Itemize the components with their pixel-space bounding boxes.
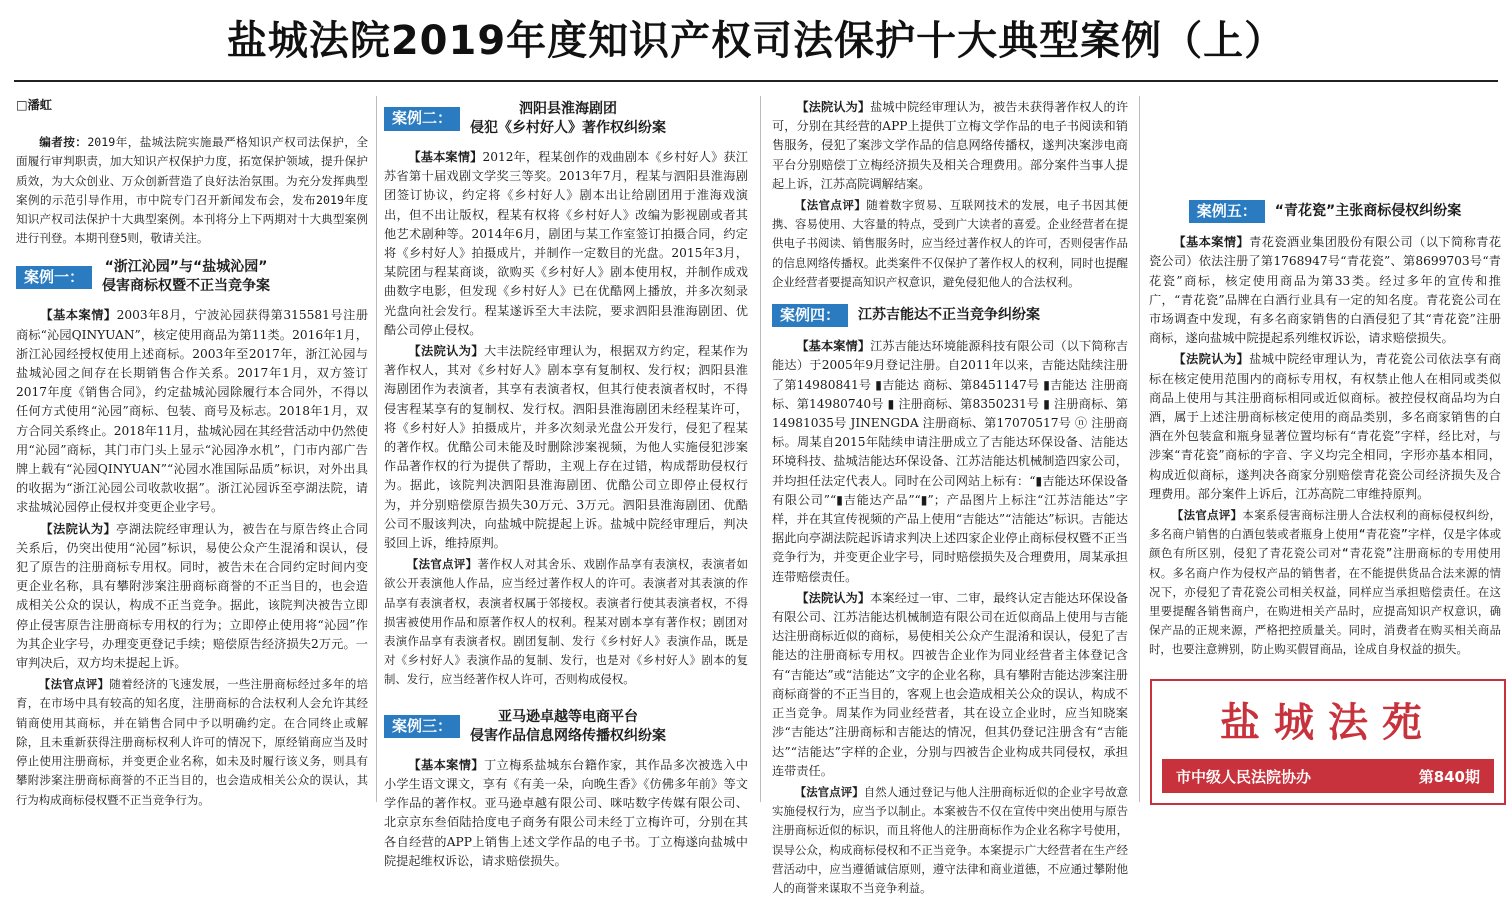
case4-basic: 【基本案情】江苏吉能达环境能源科技有限公司（以下简称吉能达）于2005年9月登记注册。自2011年以来，吉能达陆续注册了第14980841号 ▮吉能达 商标、第8451147号 ▮吉能达 注册商标、第14980740号 ▮ 注册商标、第8350231号 ▮ 注册商标、第14981035号 JINENGDA 注册商标、第17070517号 ⓝ 注册商标。周某自2015年陆续申请注册成立了吉能达环保设备、洁能达环境科技、盐城洁能达环保设备、江苏洁能达机械制造四家公司，并均担任法定代表人。同时在公司网站上标有：“▮吉能达环保设备有限公司”“▮吉能达产品”“▮”；产品图片上标注“江苏洁能达”字样，并在其宣传视频的产品上使用“吉能达”“洁能达”标识。吉能达据此向亭湖法院起诉请求判决上述四家企业停止商标侵权暨不正当竞争行为，并变更企业字号，同时赔偿损失及合理费用，周某承担连带赔偿责任。	[772, 339, 1129, 584]
column-masthead	[1150, 679, 1506, 805]
editor-note-text: 2019年，盐城法院实施最严格知识产权司法保护，全面履行审判职责，加大知识产权保护力度，拓宽保护领域，提升保护质效，为大众创业、万众创新营造了良好法治氛围。为充分发挥典型案例的示范引导作用，市中院专门召开新闻发布会，发布2019年度知识产权司法保护十大典型案例。本刊将分上下两期对十大典型案例进行刊登。本期刊登5则，敬请关注。	[16, 135, 368, 246]
column-2	[384, 96, 749, 868]
headline-rule	[14, 80, 1498, 82]
case1-judge: 【法官点评】随着经济的飞速发展，一些注册商标经过多年的培育，在市场中具有较高的知名度，注册商标的合法权利人会允许其经销商使用其商标，并在销售合同中予以明确约定。在合同终止或解除，且未重新获得注册商标权利人许可的情况下，原经销商应当及时停止使用注册商标，并变更企业名称，如未及时履行该义务，则具有攀附涉案注册商标商誉的不正当目的，也会造成相关公众的误认，其行为构成商标侵权暨不正当竞争行为。	[16, 677, 368, 807]
editor-note	[16, 133, 368, 248]
case5-basic: 【基本案情】青花瓷酒业集团股份有限公司（以下简称青花瓷公司）依法注册了第1768947号“青花瓷”、第8699703号“青花瓷”商标，核定使用商品为第33类。经过多年的宣传和推广，“青花瓷”品牌在白酒行业具有一定的知名度。青花瓷公司在市场调查中发现，有多名商家销售的白酒侵犯了其“青花瓷”注册商标，遂向盐城中院提起系列维权诉讼，请求赔偿损失。	[1149, 235, 1502, 346]
case5-judge: 【法官点评】本案系侵害商标注册人合法权利的商标侵权纠纷，多名商户销售的白酒包装或者瓶身上使用“青花瓷”字样，仅是字体或颜色有所区别，侵犯了青花瓷公司对“青花瓷”注册商标的专用使用权。多名商户作为侵权产品的销售者，在不能提供货品合法来源的情况下，亦侵犯了青花瓷公司相关权益，同样应当承担赔偿责任。在这里要提醒各销售商户，在购进相关产品时，应提高知识产权意识，确保产品的正规来源，严格把控质量关。同时，消费者在购买相关商品时，也要注意辨别，防止购买假冒商品，诠成自身权益的损失。	[1149, 508, 1501, 657]
case3-court: 【法院认为】盐城中院经审理认为，被告未获得著作权人的许可，分别在其经营的APP上提供丁立梅文学作品的电子书阅读和销售服务，侵犯了案涉文学作品的信息网络传播权，遂判决案涉电商平台分别赔偿丁立梅经济损失及相关合理费用。部分案件当事人提起上诉，江苏高院调解结案。	[772, 100, 1129, 191]
case2-title: 泗阳县淮海剧团 侵犯《乡村好人》著作权纠纷案	[470, 101, 667, 136]
case1-tag: 案例一：	[16, 266, 92, 289]
case4-tag: 案例四：	[772, 304, 848, 327]
case1-header	[16, 258, 368, 296]
case2-court: 【法院认为】大丰法院经审理认为，根据双方约定，程某作为著作权人，其对《乡村好人》剧本享有复制权、发行权；泗阳县淮海剧团作为表演者，其享有表演者权，但其行使表演者权时，不得侵害程某享有的复制权、发行权。泗阳县淮海剧团未经程某许可，将《乡村好人》拍摄成片，并多次刻录光盘公开发行，侵犯了程某的著作权。优酷公司未能及时删除涉案视频，为他人实施侵犯涉案作品著作权的行为提供了帮助，主观上存在过错，构成帮助侵权行为。据此，该院判决泗阳县淮海剧团、优酷公司立即停止侵权行为，并分别赔偿原告损失30万元、3万元。泗阳县淮海剧团、优酷公司不服该判决，向盐城中院提起上诉。盐城中院经审理后，判决驳回上诉，维持原判。	[384, 344, 749, 551]
case4-title: 江苏吉能达不正当竞争纠纷案	[858, 307, 1041, 324]
column-divider	[760, 96, 761, 802]
case5-header	[1149, 200, 1501, 223]
case2-header	[384, 100, 748, 138]
case5-title: “青花瓷”主张商标侵权纠纷案	[1274, 203, 1462, 220]
column-1	[16, 96, 369, 807]
column-sponsor: 市中级人民法院协办	[1176, 767, 1312, 786]
column-name: 盐城法苑	[1220, 700, 1436, 746]
case5-court: 【法院认为】盐城中院经审理认为，青花瓷公司依法享有商标在核定使用范围内的商标专用权，有权禁止他人在相同或类似商品上使用与其注册商标相同或近似商标。被控侵权商品均为白酒，属于上述注册商标核定使用的商品类别，多名商家销售的白酒在外包装盒和瓶身显著位置均标有“青花瓷”字样，经比对，与涉案“青花瓷”商标的字音、字义均完全相同，字形亦基本相同，构成近似商标，遂判决各商家分别赔偿青花瓷公司经济损失及合理费用。部分案件上诉后，江苏高院二审维持原判。	[1149, 352, 1502, 501]
case3-header	[384, 708, 748, 746]
case1-basic: 【基本案情】2003年8月，宁波沁园获得第315581号注册商标“沁园QINYUAN”，核定使用商品为第11类。2016年1月，浙江沁园经授权使用上述商标。2003年至2017年，浙江沁园与盐城沁园之间存在长期销售合作关系。2017年1月，双方签订2017年度《销售合同》，约定盐城沁园除履行本合同外，不得以任何方式使用“沁园”商标、包装、商号及标志。2018年1月，双方合同关系终止。2018年11月，盐城沁园在其经营活动中仍然使用“沁园”商标，其门市门头上显示“沁园净水机”，门市内部广告牌上载有“沁园QINYUAN”“沁园水准国际品质”标识，对外出具的收据为“浙江沁园公司收款收据”。浙江沁园诉至亭湖法院，请求盐城沁园停止侵权并变更企业字号。	[16, 308, 369, 515]
case4-header	[772, 304, 1128, 327]
case3-title: 亚马逊卓越等电商平台 侵害作品信息网络传播权纠纷案	[470, 708, 667, 744]
headline: 盐城法院2019年度知识产权司法保护十大典型案例（上）	[226, 18, 1286, 64]
case5-tag: 案例五：	[1189, 200, 1265, 223]
case4-court: 【法院认为】本案经过一审、二审，最终认定吉能达环保设备有限公司、江苏洁能达机械制造有限公司在近似商品上使用与吉能达注册商标近似的商标，易使相关公众产生混淆和误认，侵犯了吉能达的注册商标专用权。四被告企业作为同业经营者主体登记含有“吉能达”或“洁能达”文字的企业名称，具有攀附吉能达涉案注册商标商誉的不正当目的，客观上也会造成相关公众的误认，构成不正当竞争。周某作为同业经营者，其在设立企业时，应当知晓案涉“吉能达”注册商标和吉能达的情况，但其仍登记注册含有“吉能达”“洁能达”字样的企业，分别与四被告企业构成共同侵权，承担连带责任。	[772, 590, 1129, 778]
case2-basic: 【基本案情】2012年，程某创作的戏曲剧本《乡村好人》获江苏省第十届戏剧文学奖三等奖。2013年7月，程某与泗阳县淮海剧团签订协议，约定将《乡村好人》剧本出让给剧团用于淮海戏演出，但不出让版权，程某有权将《乡村好人》改编为影视剧或者其他艺术剧种等。2014年6月，剧团与某工作室签订拍摄合同，约定将《乡村好人》拍摄成片，并制作一定数目的光盘。2015年3月，某院团与程某商谈，欲购买《乡村好人》剧本使用权，并制作成戏曲数字电影，但发现《乡村好人》已在优酷网上播放，并多次刻录光盘向社会发行。程某遂诉至大丰法院，要求泗阳县淮海剧团、优酷公司停止侵权。	[384, 150, 748, 337]
case3-judge: 【法官点评】随着数字贸易、互联网技术的发展，电子书因其便携、容易使用、大容量的特点，受到广大读者的喜爱。企业经营者在提供电子书阅读、销售服务时，应当经过著作权人的许可，否则侵害作品的信息网络传播权。此类案件不仅保护了著作权人的权利，同时也提醒企业经营者要提高知识产权意识，避免侵犯他人的合法权利。	[772, 198, 1128, 289]
case4-judge: 【法官点评】自然人通过登记与他人注册商标近似的企业字号故意实施侵权行为，应当予以制止。本案被告不仅在宣传中突出使用与原告注册商标近似的标识，而且将他人的注册商标作为企业名称字号使用，误导公众，构成商标侵权和不正当竞争。本案提示广大经营者在生产经营活动中，应当遵循诚信原则，遵守法律和商业道德，不应通过攀附他人的商誉来谋取不当竞争利益。	[772, 784, 1128, 895]
case1-title: “浙江沁园”与“盐城沁园” 侵害商标权暨不正当竞争案	[102, 259, 271, 295]
case2-tag: 案例二：	[384, 107, 460, 130]
editor-note-label: 编者按：	[39, 135, 88, 150]
column-issue: 第840期	[1418, 767, 1480, 786]
column-info-bar	[1162, 759, 1494, 793]
column-divider	[1139, 96, 1140, 802]
case2-judge: 【法官点评】著作权人对其舍乐、戏剧作品享有表演权，表演者如欲公开表演他人作品，应当经过著作权人的许可。表演者对其表演的作品享有表演者权，表演者权属于邻接权。表演者行使其表演者权，不得损害被使用作品和原著作权人的权利。程某对剧本享有著作权；剧团对表演作品享有表演者权。剧团复制、发行《乡村好人》表演作品，既是对《乡村好人》表演作品的复制、发行，也是对《乡村好人》剧本的复制、发行，应当经著作权人许可，否则构成侵权。	[384, 557, 748, 687]
case3-tag: 案例三：	[384, 715, 460, 738]
column-3	[772, 96, 1129, 895]
author: □潘虹	[16, 98, 52, 112]
column-divider	[376, 96, 377, 802]
case1-court: 【法院认为】亭湖法院经审理认为，被告在与原告终止合同关系后，仍突出使用“沁园”标识，易使公众产生混淆和误认，侵犯了原告的注册商标专用权。同时，被告未在合同约定时间内变更企业名称，具有攀附涉案注册商标商誉的不正当目的，也会造成相关公众的误认，构成不正当竞争。据此，该院判决被告立即停止侵害原告注册商标专用权的行为；立即停止使用将“沁园”作为其企业字号，办理变更登记手续；赔偿原告经济损失2万元。一审判决后，双方均未提起上诉。	[16, 521, 369, 671]
case3-basic: 【基本案情】丁立梅系盐城东台籍作家，其作品多次被选入中小学生语文课文，享有《有美一朵，向晚生香》《仿佛多年前》等文学作品的著作权。亚马逊卓越有限公司、咪咕数字传媒有限公司、北京京东叁佰陆拾度电子商务有限公司未经丁立梅许可，分别在其各自经营的APP上销售上述文学作品的电子书。丁立梅遂向盐城中院提起维权诉讼，请求赔偿损失。	[384, 757, 749, 868]
